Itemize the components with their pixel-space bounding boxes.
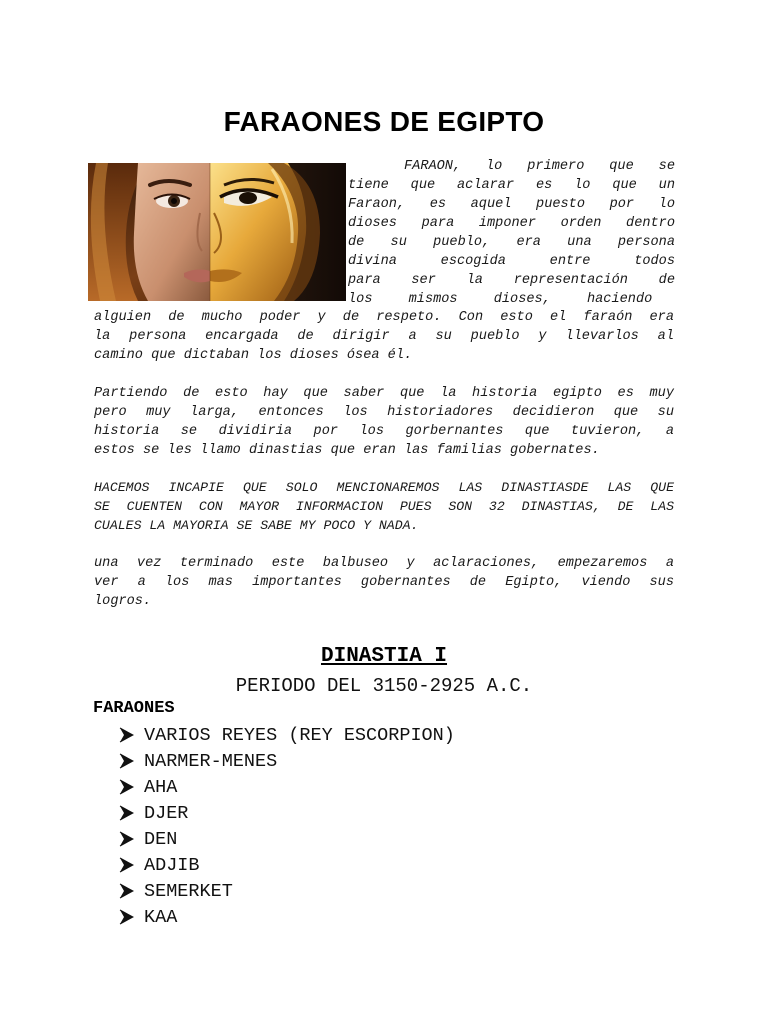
paragraph-note bbox=[94, 478, 674, 535]
text-line: SE CUENTEN CON MAYOR INFORMACION PUES SON 32 DINASTIAS, DE LAS bbox=[94, 499, 674, 514]
pharaoh-name: VARIOS REYES (REY ESCORPION) bbox=[144, 724, 455, 746]
pharaohs-label: FARAONES bbox=[93, 699, 175, 718]
text-line: para ser la representación de bbox=[348, 273, 675, 288]
list-item bbox=[118, 722, 455, 748]
list-item bbox=[118, 878, 455, 904]
list-item bbox=[118, 748, 455, 774]
dynasty-heading: DINASTIA I bbox=[320, 645, 448, 668]
text-line: camino que dictaban los dioses ósea él. bbox=[94, 348, 413, 363]
pharaoh-name: NARMER-MENES bbox=[144, 750, 278, 772]
arrow-bullet-icon bbox=[118, 752, 144, 770]
list-item bbox=[118, 826, 455, 852]
text-line: de su pueblo, era una persona bbox=[348, 235, 675, 250]
arrow-bullet-icon bbox=[118, 908, 144, 926]
page-title: FARAONES DE EGIPTO bbox=[223, 106, 545, 137]
text-line: pero muy larga, entonces los historiadores decidieron que su bbox=[94, 405, 674, 420]
arrow-bullet-icon bbox=[118, 882, 144, 900]
pharaoh-name: DEN bbox=[144, 828, 178, 850]
text-line: estos se les llamo dinastias que eran las familias gobernates. bbox=[94, 443, 600, 458]
intro-text-right bbox=[348, 157, 675, 309]
arrow-bullet-icon bbox=[118, 856, 144, 874]
text-line: logros. bbox=[94, 594, 152, 609]
text-line: una vez terminado este balbuseo y aclaraciones, empezaremos a bbox=[94, 556, 674, 571]
text-line: ver a los mas importantes gobernantes de Egipto, viendo sus bbox=[94, 575, 674, 590]
list-item bbox=[118, 852, 455, 878]
dynasty-period: PERIODO DEL 3150-2925 A.C. bbox=[235, 675, 533, 697]
pharaoh-name: AHA bbox=[144, 776, 178, 798]
pharaoh-mask-image bbox=[88, 163, 346, 301]
paragraph-history bbox=[94, 384, 674, 460]
text-line: CUALES LA MAYORIA SE SABE MY POCO Y NADA. bbox=[94, 518, 419, 533]
arrow-bullet-icon bbox=[118, 726, 144, 744]
intro-text-continued bbox=[94, 308, 674, 365]
pharaoh-name: DJER bbox=[144, 802, 189, 824]
text-line: la persona encargada de dirigir a su pueblo y llevarlos al bbox=[94, 329, 674, 344]
pharaoh-name: KAA bbox=[144, 906, 178, 928]
paragraph-closing bbox=[94, 554, 674, 611]
text-line: Faraon, es aquel puesto por lo bbox=[348, 197, 675, 212]
text-line: Partiendo de esto hay que saber que la historia egipto es muy bbox=[94, 386, 674, 401]
text-line: HACEMOS INCAPIE QUE SOLO MENCIONAREMOS LAS DINASTIASDE LAS QUE bbox=[94, 480, 674, 495]
text-line: dioses para imponer orden dentro bbox=[348, 216, 675, 231]
arrow-bullet-icon bbox=[118, 804, 144, 822]
text-line: los mismos dioses, haciendo bbox=[348, 292, 653, 307]
pharaoh-name: ADJIB bbox=[144, 854, 200, 876]
text-line: divina escogida entre todos bbox=[348, 254, 675, 269]
text-line: alguien de mucho poder y de respeto. Con esto el faraón era bbox=[94, 310, 674, 325]
text-line: FARAON, lo primero que se bbox=[404, 159, 675, 174]
pharaoh-name: SEMERKET bbox=[144, 880, 233, 902]
text-line: historia se dividiria por los gorbernantes que tuvieron, a bbox=[94, 424, 674, 439]
arrow-bullet-icon bbox=[118, 778, 144, 796]
arrow-bullet-icon bbox=[118, 830, 144, 848]
text-line: tiene que aclarar es lo que un bbox=[348, 178, 675, 193]
list-item bbox=[118, 904, 455, 930]
list-item bbox=[118, 774, 455, 800]
pharaoh-list bbox=[118, 722, 455, 930]
list-item bbox=[118, 800, 455, 826]
